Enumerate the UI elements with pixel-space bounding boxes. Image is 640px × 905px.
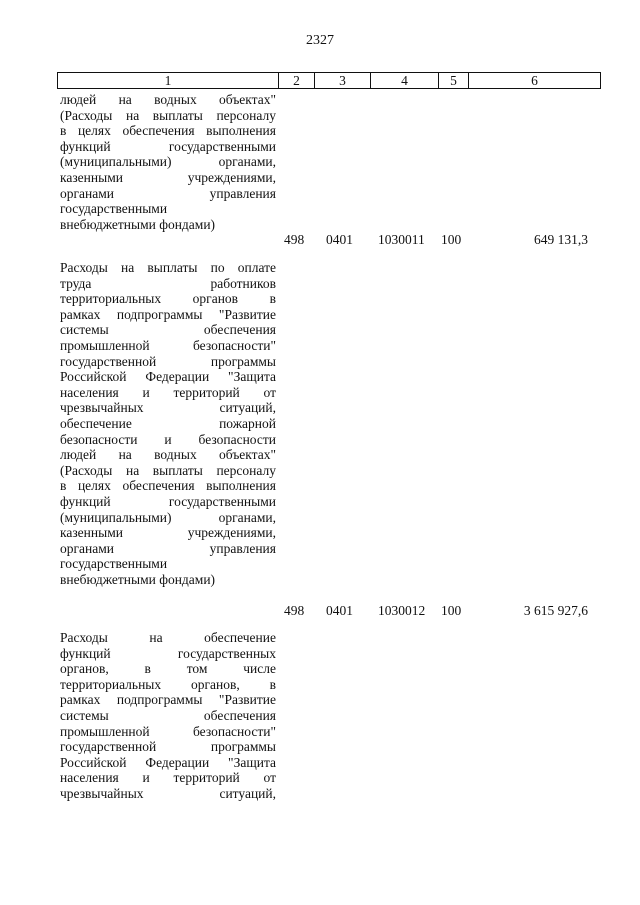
row-1-amount: 649 131,3 — [534, 232, 588, 247]
row-3-line: системы обеспечения — [60, 707, 276, 723]
table-row-3-description — [60, 630, 276, 802]
row-2-target: 1030012 — [378, 603, 426, 618]
header-col-3: 3 — [314, 73, 370, 88]
row-2-line: государственной программы — [60, 353, 276, 369]
row-2-line: казенными учреждениями, — [60, 525, 276, 541]
row-3-line: Расходы на обеспечение — [60, 630, 276, 645]
row-1-line: в целях обеспечения выполнения — [60, 123, 276, 139]
row-1-type: 100 — [441, 232, 462, 247]
row-2-line: (муниципальными) органами, — [60, 509, 276, 525]
row-3-line: функций государственных — [60, 645, 276, 661]
row-2-line: внебюджетными фондами) — [60, 571, 216, 587]
row-2-amount: 3 615 927,6 — [523, 603, 588, 618]
row-1-section: 0401 — [326, 232, 353, 247]
header-col-5: 5 — [438, 73, 468, 88]
row-2-type: 100 — [441, 603, 462, 618]
row-3-line: органов, в том числе — [60, 661, 276, 677]
row-3-line: промышленной безопасности" — [60, 723, 276, 739]
row-2-line: органами управления — [60, 540, 276, 556]
row-1-line: (муниципальными) органами, — [60, 154, 276, 170]
row-1-line: государственными — [60, 201, 168, 217]
table-header-row — [57, 72, 601, 89]
row-2-section: 0401 — [326, 603, 353, 618]
row-2-code: 498 — [284, 603, 305, 618]
header-col-6: 6 — [468, 73, 600, 88]
row-2-line: государственными — [60, 556, 168, 572]
row-1-line: казенными учреждениями, — [60, 169, 276, 185]
row-2-line: промышленной безопасности" — [60, 337, 276, 353]
row-3-line: рамках подпрограммы "Развитие — [60, 692, 276, 708]
row-2-line: функций государственными — [60, 493, 276, 509]
row-1-code: 498 — [284, 232, 305, 247]
row-1-target: 1030011 — [378, 232, 425, 247]
page-number: 2327 — [306, 33, 334, 48]
row-2-line: в целях обеспечения выполнения — [60, 478, 276, 494]
row-1-line: людей на водных объектах" — [60, 92, 276, 107]
row-2-line: населения и территорий от — [60, 384, 276, 400]
row-2-line: системы обеспечения — [60, 322, 276, 338]
row-3-line: Российской Федерации "Защита — [60, 754, 276, 770]
row-2-line: территориальных органов в — [60, 291, 276, 307]
row-2-line: (Расходы на выплаты персоналу — [60, 462, 276, 478]
row-2-line: чрезвычайных ситуаций, — [60, 400, 276, 416]
row-3-line: населения и территорий от — [60, 770, 276, 786]
row-3-line: чрезвычайных ситуаций, — [60, 785, 276, 801]
row-1-line: внебюджетными фондами) — [60, 216, 216, 232]
row-2-line: людей на водных объектах" — [60, 447, 276, 463]
row-1-line: функций государственными — [60, 138, 276, 154]
header-col-2: 2 — [278, 73, 314, 88]
row-1-line: (Расходы на выплаты персоналу — [60, 107, 276, 123]
header-col-1: 1 — [164, 73, 172, 88]
row-1-line: органами управления — [60, 185, 276, 201]
row-2-line: Расходы на выплаты по оплате — [60, 260, 276, 275]
header-col-4: 4 — [370, 73, 438, 88]
table-row-1-description — [60, 92, 276, 232]
table-row-2-description — [60, 260, 276, 587]
row-2-line: рамках подпрограммы "Развитие — [60, 306, 276, 322]
row-2-line: безопасности и безопасности — [60, 431, 276, 447]
row-3-line: территориальных органов, в — [60, 676, 276, 692]
row-2-line: труда работников — [60, 275, 276, 291]
row-3-line: государственной программы — [60, 739, 276, 755]
row-2-line: обеспечение пожарной — [60, 415, 276, 431]
row-2-line: Российской Федерации "Защита — [60, 369, 276, 385]
